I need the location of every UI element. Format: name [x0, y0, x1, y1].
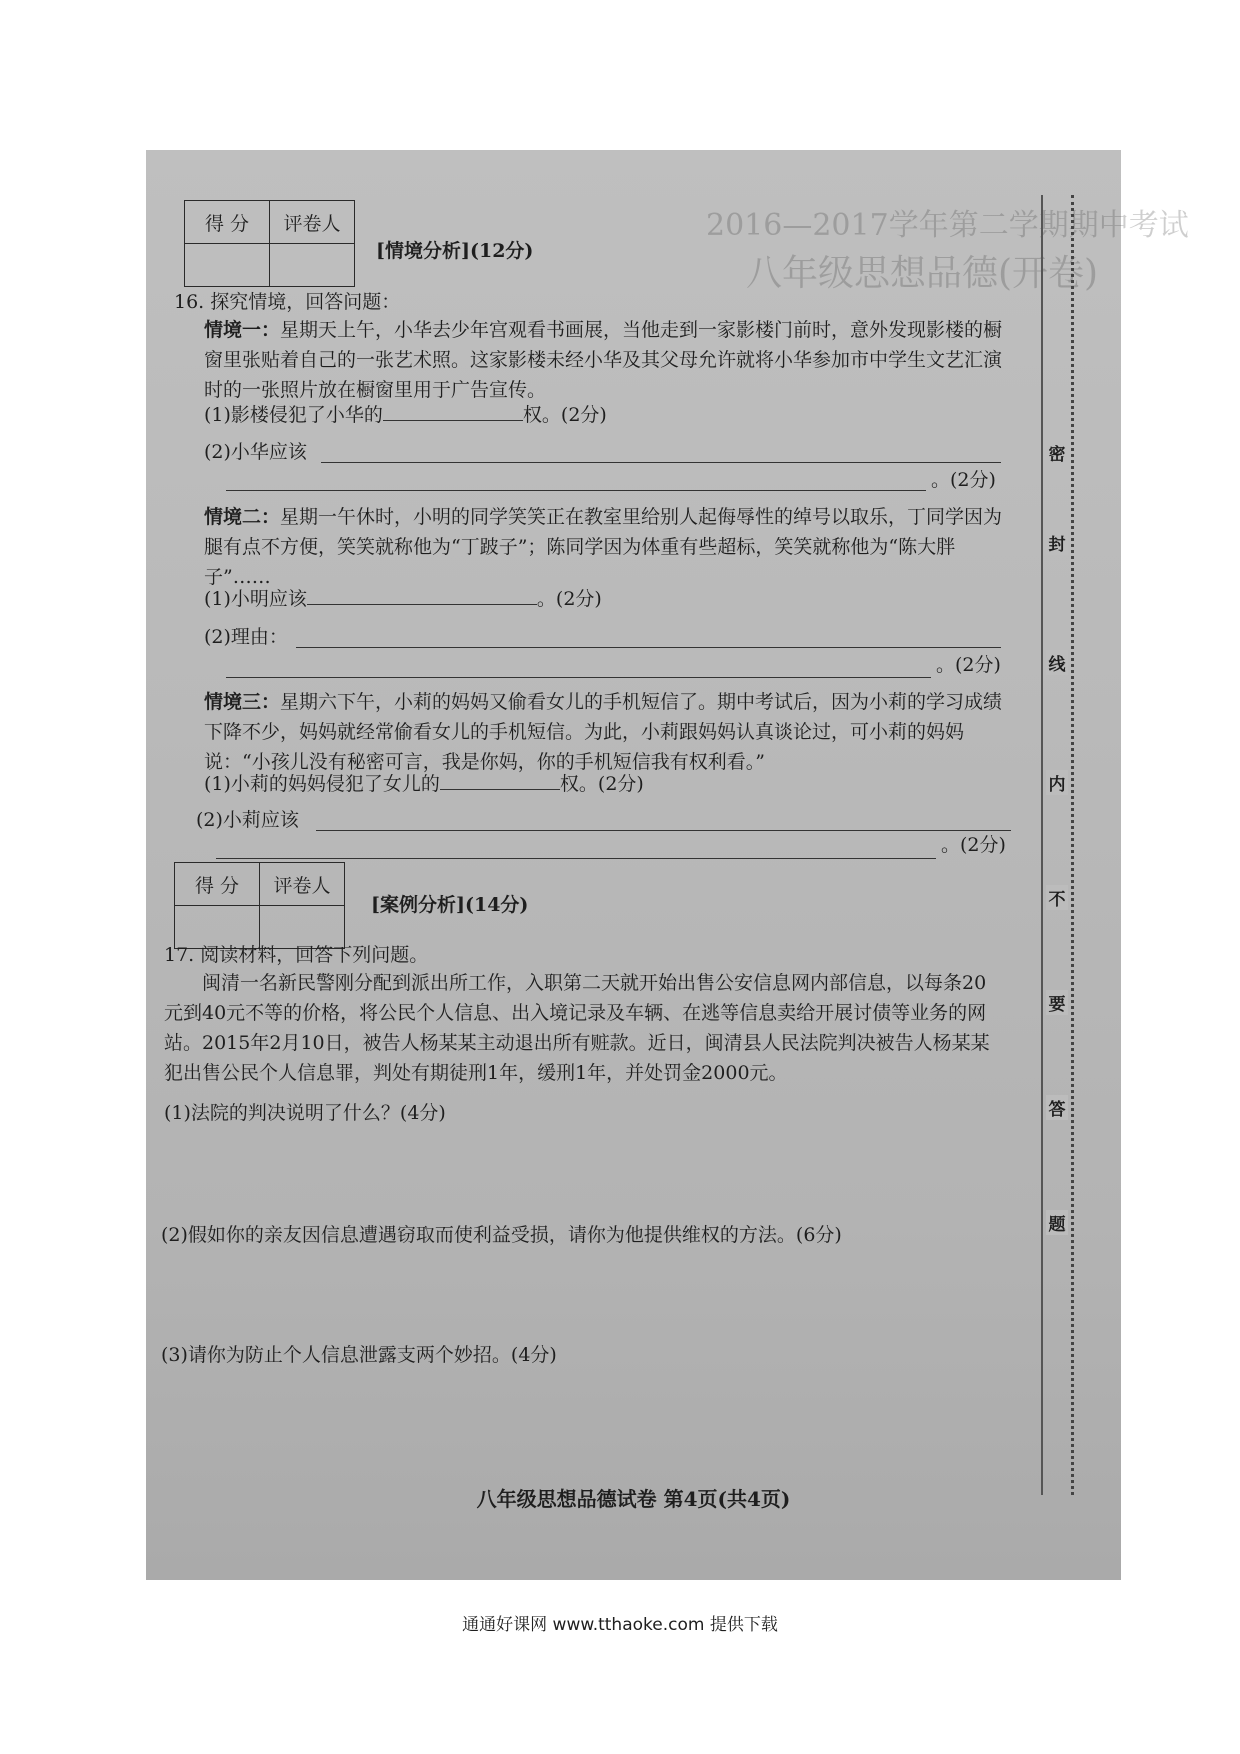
seal-char-3: 线 [1046, 650, 1068, 675]
score-cell[interactable] [185, 244, 270, 287]
s2-q1-points: 。(2分) [536, 588, 602, 610]
score-header: 得 分 [185, 201, 270, 244]
q16-s3-q2: (2)小莉应该 [196, 809, 299, 831]
bleed-through-title: 2016—2017学年第二学期期中考试 [706, 208, 1189, 243]
q16-scenario2 [204, 502, 1004, 592]
section-title-scenario: [情境分析](12分) [376, 240, 534, 262]
s1-q1-prompt: (1)影楼侵犯了小华的 [204, 404, 383, 426]
s3-q1-points: 权。(2分) [559, 773, 644, 795]
scenario3-text: 星期六下午，小莉的妈妈又偷看女儿的手机短信了。期中考试后，因为小莉的学习成绩下降不少，妈妈就经常偷看女儿的手机短信。为此，小莉跟妈妈认真谈论过，可小莉的妈妈说：“小孩儿没有秘密可言，我是你妈，你的手机短信我有权利看。” [204, 691, 1003, 773]
s1-q1-points: 权。(2分) [522, 404, 607, 426]
scenario2-label: 情境二： [204, 506, 281, 528]
q16-s1-q1 [204, 398, 607, 430]
q17-q2: (2)假如你的亲友因信息遭遇窃取而使利益受损，请你为他提供维权的方法。(6分) [161, 1224, 842, 1246]
site-watermark-footer: 通通好课网 www.tthaoke.com 提供下载 [462, 1615, 778, 1635]
q16-s2-q1 [204, 582, 602, 614]
s2-q2-answer-line-2[interactable] [226, 677, 931, 678]
s3-q2-answer-line-2[interactable] [216, 858, 936, 859]
q16-scenario1 [204, 315, 1004, 405]
q16-title: 16. 探究情境，回答问题： [174, 291, 401, 313]
s2-q1-prompt: (1)小明应该 [204, 588, 307, 610]
q17-q3: (3)请你为防止个人信息泄露支两个妙招。(4分) [161, 1344, 557, 1366]
grader-cell[interactable] [270, 244, 355, 287]
grader-header: 评卷人 [270, 201, 355, 244]
q16-s1-q2: (2)小华应该 [204, 441, 307, 463]
scenario3-label: 情境三： [204, 691, 281, 713]
seal-char-2: 封 [1046, 530, 1068, 555]
q17-material: 闽清一名新民警刚分配到派出所工作，入职第二天就开始出售公安信息网内部信息，以每条20元到40元不等的价格，将公民个人信息、出入境记录及车辆、在逃等信息卖给开展讨债等业务的网站。2015年2月10日，被告人杨某某主动退出所有赃款。近日，闽清县人民法院判决被告人杨某某犯出售公民个人信息罪，判处有期徒刑1年，缓刑1年，并处罚金2000元。 [164, 972, 990, 1084]
grader-header: 评卷人 [260, 863, 345, 906]
scenario1-label: 情境一： [204, 319, 281, 341]
seal-char-8: 题 [1046, 1210, 1068, 1235]
seal-char-1: 密 [1046, 440, 1068, 465]
bleed-through-subtitle: 八年级思想品德(开卷) [746, 253, 1099, 294]
s1-q1-answer-blank[interactable] [383, 398, 523, 421]
s3-q2-points: 。(2分) [941, 834, 1006, 856]
q16-s2-q2: (2)理由： [204, 626, 288, 648]
s3-q1-prompt: (1)小莉的妈妈侵犯了女儿的 [204, 773, 440, 795]
s3-q2-answer-line-1[interactable] [316, 830, 1011, 831]
seal-char-7: 答 [1046, 1095, 1068, 1120]
s2-q2-points: 。(2分) [936, 654, 1001, 676]
scenario2-text: 星期一午休时，小明的同学笑笑正在教室里给别人起侮辱性的绰号以取乐，丁同学因为腿有点不方便，笑笑就称他为“丁跛子”；陈同学因为体重有些超标，笑笑就称他为“陈大胖子”…… [204, 506, 1003, 588]
score-box-2 [174, 862, 345, 949]
exam-paper-photo [146, 150, 1189, 1580]
s2-q2-answer-line-1[interactable] [296, 647, 1001, 648]
q16-scenario3 [204, 687, 1004, 777]
s1-q2-points: 。(2分) [931, 469, 996, 491]
seal-char-5: 不 [1046, 885, 1068, 910]
score-box-1 [184, 200, 355, 287]
s1-q2-answer-line-1[interactable] [321, 462, 1001, 463]
q16-s3-q1 [204, 767, 644, 799]
seal-char-6: 要 [1046, 990, 1068, 1015]
seal-line [1041, 195, 1043, 1495]
s2-q1-answer-blank[interactable] [307, 582, 537, 605]
q17-q1: (1)法院的判决说明了什么？(4分) [164, 1102, 446, 1124]
seal-char-4: 内 [1046, 770, 1068, 795]
s3-q1-answer-blank[interactable] [440, 767, 560, 790]
score-header: 得 分 [175, 863, 260, 906]
s1-q2-answer-line-2[interactable] [226, 490, 926, 491]
paper-page-footer: 八年级思想品德试卷 第4页(共4页) [476, 1487, 791, 1511]
seal-dotted-line [1071, 195, 1074, 1495]
section-title-case: [案例分析](14分) [371, 894, 529, 916]
scenario1-text: 星期天上午，小华去少年宫观看书画展，当他走到一家影楼门前时，意外发现影楼的橱窗里张贴着自己的一张艺术照。这家影楼未经小华及其父母允许就将小华参加市中学生文艺汇演时的一张照片放在橱窗里用于广告宣传。 [204, 319, 1003, 401]
q17-title: 17. 阅读材料，回答下列问题。 [164, 944, 429, 966]
